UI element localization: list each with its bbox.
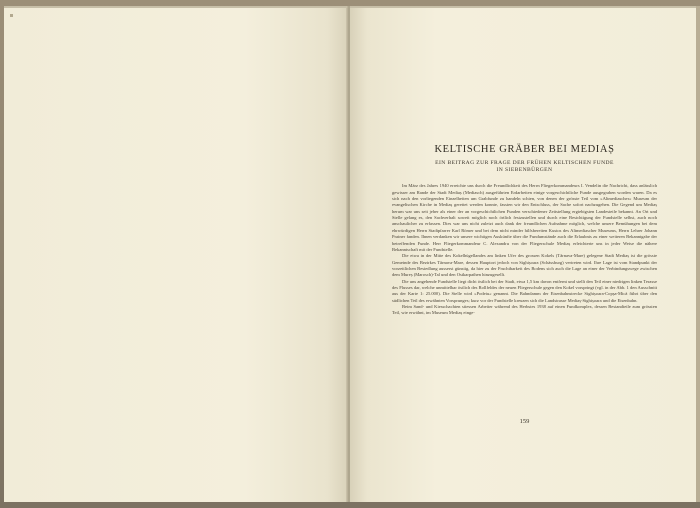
paragraph-3: Die uns angehende Fundstelle liegt dicht östlich bei der Stadt, etwa 1,5 km davon entfernt und stellt den Teil einer niedrigen linken Terasse des Flusses dar, welche unmittelbar östlich des Rollfeldes der neuen Fliegerschule gegen den Kokel vorspringt (vgl. in der Abb. 1 den Ausschnitt aus der Karte 1: 25.000). Die Stelle wird »Podeiu« genannt. Die Bahndamm der Eisenbahnstrecke Sighișoara-Copșa-Mică führt über den südlichen Teil des erwähnten Vorsprunges; kurz vor der Fundstelle kreuzen sich die Landstrasse Mediaș-Sighișoara und die Eisenbahn.	[392, 278, 657, 303]
article-title: KELTISCHE GRÄBER BEI MEDIAȘ	[434, 144, 615, 155]
paragraph-4: Beim Sand- und Kiesschachten stiessen Arbeiter während des Herbstes 1938 auf einen Fundkomplex, dessen Bestandteile zum grössten Teil, wie erwähnt, im Museum Mediaș einge-	[392, 303, 657, 316]
page-number: 159	[519, 418, 530, 425]
subtitle-line-1: EIN BEITRAG ZUR FRAGE DER FRÜHEN KELTISCHEN FUNDE	[435, 160, 614, 166]
article-subtitle	[392, 160, 657, 174]
page-edge	[696, 6, 700, 502]
article-text-block	[392, 144, 657, 425]
paragraph-1: Im März des Jahres 1940 erreichte uns durch die Freundlichkeit des Herrn Fliegerkommandeurs I. Vendelin die Nachricht, dass anlässlich gewisser am Rande der Stadt Mediaș (Mediasch) ausgeführten Erdarbeiten einige vorgeschichtliche Funde ausgegraben worden waren. Da es sich nach den vorliegenden Einzelheiten um Grabfunde zu handeln schien, von denen der grösste Teil vom »Altmediascher« Museum der evangelischen Kirche in Mediaș gerettet werden konnte, fassten wir den Entschluss, der Sache sofort nachzugehen. Die Gegend um Mediaș herum war uns seit jeher als einer der an vorgeschichtlichen Funden verschiedener Zeitstellung ergiebigsten Landesteile bekannt. An Ort und Stelle gelang es, den Sachverhalt soweit möglich noch örtlich festzustellen und durch eine Besichtigung der Fundstelle selbst, auch noch anschaulicher zu erfassen. Dies war uns nicht zuletzt auch dank der freundlichen Aufnahme möglich, welche unsere Bemühungen bei dem ehrwürdigen Herrn Stadtpfarrer Karl Römer und bei dem nicht minder hilfsbereiten Kustos des Altmediascher Museums, Herrn Lehrer Johann Prainer fanden. Ihnen verdanken wir unsere wichtigen Auskünfte über die Fundumstände auch die Erlaubnis zu einer weiteren Bekanntgabe der betreffenden Funde. Herr Fliegerkommandeur C. Alexandru von der Fliegerschule Mediaș erleichterte uns in jeder Weise die nähere Bekanntschaft mit der Fundstelle.	[392, 183, 657, 252]
paragraph-2: Die etwa in der Mitte des Kokelhügellandes am linken Ufer des grossen Kokels (Târnava-Mare) gelegene Stadt Mediaș ist die grösste Gemeinde des Bezirkes Târnava-Mare, dessen Hauptort jedoch von Sighișoara (Schässburg) vertreten wird. Ihre Lage ist vom Standpunkt der vorzeitlichen Besiedlung ausserst günstig, da hier zu der Fruchtbarkeit des Bodens sich auch die Lage an einer der Verbindungswege zwischen dem Mureș (Marosch)-Tal und den Ostkarpathen hinzugesellt.	[392, 253, 657, 278]
left-page	[4, 6, 348, 502]
right-page	[350, 6, 696, 502]
subtitle-line-2: IN SIEBENBÜRGEN	[496, 167, 553, 174]
corner-mark	[10, 14, 13, 17]
